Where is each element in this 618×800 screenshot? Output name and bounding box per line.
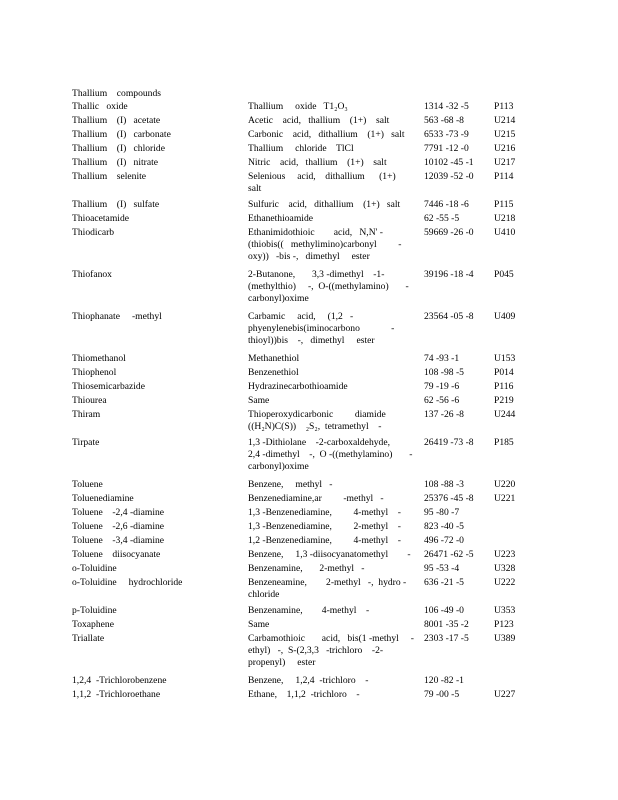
synonym-line: (thiobis(( methylimino)carbonyl - xyxy=(248,239,402,250)
chemical-synonym xyxy=(248,493,384,505)
cas-number: 120 -82 -1 xyxy=(424,675,464,686)
synonym-line: chloride xyxy=(248,589,280,600)
synonym-line: 1,3 -Benzenediamine, 2-methyl - xyxy=(248,521,401,532)
synonym-line: 1,3 -Benzenediamine, 4-methyl - xyxy=(248,507,401,518)
chemical-synonym xyxy=(248,353,299,365)
chemical-synonym xyxy=(248,409,386,433)
chemical-synonym xyxy=(248,395,269,407)
substance-name: Toluene -2,6 -diamine xyxy=(72,521,165,532)
substance-name: Thiodicarb xyxy=(72,227,115,238)
substance-name: Thioacetamide xyxy=(72,213,130,224)
substance-name: Thiram xyxy=(72,409,101,420)
waste-code: P185 xyxy=(494,437,514,448)
chemical-synonym xyxy=(248,227,401,263)
substance-name: Thiomethanol xyxy=(72,353,126,364)
synonym-line: Benzene, 1,2,4 -trichloro - xyxy=(248,675,369,686)
waste-code: U223 xyxy=(494,549,516,560)
waste-code: P114 xyxy=(494,171,514,182)
synonym-line: Hydrazinecarbothioamide xyxy=(248,381,348,392)
substance-name: o-Toluidine xyxy=(72,563,117,574)
waste-code: U215 xyxy=(494,129,516,140)
substance-name: Toluenediamine xyxy=(72,493,134,504)
chemical-synonym xyxy=(248,605,369,617)
cas-number: 74 -93 -1 xyxy=(424,353,460,364)
substance-name: Thiophenol xyxy=(72,367,117,378)
waste-code: U220 xyxy=(494,479,516,490)
cas-number: 8001 -35 -2 xyxy=(424,619,469,630)
synonym-line: carbonyl)oxime xyxy=(248,293,309,304)
chemical-synonym xyxy=(248,269,409,305)
substance-name: Toluene -3,4 -diamine xyxy=(72,535,165,546)
substance-name: Triallate xyxy=(72,633,105,644)
synonym-line: phyenylenebis(iminocarbono - xyxy=(248,323,395,334)
synonym-line: Benzenamine, 4-methyl - xyxy=(248,605,370,616)
waste-code: U353 xyxy=(494,605,516,616)
waste-code: U153 xyxy=(494,353,516,364)
waste-code: U227 xyxy=(494,689,516,700)
synonym-line: 2,4 -dimethyl -, O -((methylamino) - xyxy=(248,449,413,460)
cas-number: 636 -21 -5 xyxy=(424,577,464,588)
chemical-synonym xyxy=(248,535,401,547)
waste-code: U217 xyxy=(494,157,516,168)
cas-number: 108 -88 -3 xyxy=(424,479,464,490)
substance-name: Thallic oxide xyxy=(72,101,128,112)
waste-code: P113 xyxy=(494,101,514,112)
waste-code: P115 xyxy=(494,199,514,210)
chemical-synonym xyxy=(248,549,411,561)
cas-number: 59669 -26 -0 xyxy=(424,227,474,238)
cas-number: 79 -19 -6 xyxy=(424,381,460,392)
cas-number: 1314 -32 -5 xyxy=(424,101,469,112)
synonym-line: Carbamothioic acid, bis(1 -methyl - xyxy=(248,633,414,644)
cas-number: 95 -80 -7 xyxy=(424,507,460,518)
synonym-line: Carbamic acid, (1,2 - xyxy=(248,311,354,322)
synonym-line: salt xyxy=(248,183,262,194)
cas-number: 106 -49 -0 xyxy=(424,605,464,616)
synonym-line: Benzenethiol xyxy=(248,367,299,378)
synonym-line: 2-Butanone, 3,3 -dimethyl -1- xyxy=(248,269,385,280)
substance-name: Thallium (I) carbonate xyxy=(72,129,171,140)
chemical-synonym xyxy=(248,115,389,127)
chemical-synonym xyxy=(248,101,348,113)
waste-code: U244 xyxy=(494,409,516,420)
cas-number: 10102 -45 -1 xyxy=(424,157,474,168)
substance-name: Toluene diisocyanate xyxy=(72,549,161,560)
cas-number: 62 -55 -5 xyxy=(424,213,460,224)
chemical-synonym xyxy=(248,367,299,379)
substance-name: Tirpate xyxy=(72,437,100,448)
synonym-line: Thioperoxydicarbonic diamide xyxy=(248,409,386,420)
synonym-line: carbonyl)oxime xyxy=(248,461,309,472)
chemical-synonym xyxy=(248,689,360,701)
substance-name: Thallium (I) chloride xyxy=(72,143,165,154)
substance-name: Thallium (I) sulfate xyxy=(72,199,160,210)
chemical-synonym xyxy=(248,171,396,195)
synonym-line: Thallium oxide T1₂O₃ xyxy=(248,101,348,112)
cas-number: 6533 -73 -9 xyxy=(424,129,469,140)
synonym-line: ((H₂N)C(S)) ₂S₂, tetramethyl - xyxy=(248,421,382,432)
cas-number: 563 -68 -8 xyxy=(424,115,464,126)
chemical-synonym xyxy=(248,521,401,533)
cas-number: 25376 -45 -8 xyxy=(424,493,474,504)
section-title: Thallium compounds xyxy=(72,88,161,99)
waste-code: U214 xyxy=(494,115,516,126)
waste-code: P116 xyxy=(494,381,514,392)
waste-code: U389 xyxy=(494,633,516,644)
synonym-line: Benzenediamine,ar -methyl - xyxy=(248,493,384,504)
chemical-synonym xyxy=(248,577,406,601)
synonym-line: Selenious acid, dithallium (1+) xyxy=(248,171,396,182)
synonym-line: Ethanimidothioic acid, N,N' - xyxy=(248,227,383,238)
chemical-synonym xyxy=(248,129,404,141)
synonym-line: thioyl))bis -, dimethyl ester xyxy=(248,335,375,346)
substance-name: Thiofanox xyxy=(72,269,112,280)
waste-code: U222 xyxy=(494,577,516,588)
synonym-line: Carbonic acid, dithallium (1+) salt xyxy=(248,129,405,140)
cas-number: 2303 -17 -5 xyxy=(424,633,469,644)
synonym-line: (methylthio) -, O-((methylamino) - xyxy=(248,281,409,292)
chemical-synonym xyxy=(248,563,364,575)
waste-code: P123 xyxy=(494,619,514,630)
substance-name: Thallium selenite xyxy=(72,171,147,182)
waste-code: P014 xyxy=(494,367,514,378)
substance-name: p-Toluidine xyxy=(72,605,117,616)
chemical-synonym xyxy=(248,157,387,169)
substance-name: Thiosemicarbazide xyxy=(72,381,145,392)
substance-name: Thallium (I) acetate xyxy=(72,115,161,126)
chemical-synonym xyxy=(248,143,354,155)
chemical-synonym xyxy=(248,381,348,393)
waste-code: U328 xyxy=(494,563,516,574)
waste-code: P045 xyxy=(494,269,514,280)
cas-number: 137 -26 -8 xyxy=(424,409,464,420)
chemical-synonym xyxy=(248,437,412,473)
synonym-line: ethyl) -, S-(2,3,3 -trichloro -2- xyxy=(248,645,384,656)
cas-number: 7446 -18 -6 xyxy=(424,199,469,210)
cas-number: 26471 -62 -5 xyxy=(424,549,474,560)
cas-number: 12039 -52 -0 xyxy=(424,171,474,182)
synonym-line: Nitric acid, thallium (1+) salt xyxy=(248,157,387,168)
synonym-line: Thallium chloride TlCl xyxy=(248,143,354,154)
chemical-synonym xyxy=(248,311,394,347)
chemical-synonym xyxy=(248,675,368,687)
cas-number: 7791 -12 -0 xyxy=(424,143,469,154)
cas-number: 39196 -18 -4 xyxy=(424,269,474,280)
synonym-line: Acetic acid, thallium (1+) salt xyxy=(248,115,390,126)
substance-name: Thiophanate -methyl xyxy=(72,311,162,322)
synonym-line: Benzene, 1,3 -diisocyanatomethyl - xyxy=(248,549,411,560)
substance-name: 1,2,4 -Trichlorobenzene xyxy=(72,675,167,686)
chemical-synonym xyxy=(248,213,313,225)
cas-number: 23564 -05 -8 xyxy=(424,311,474,322)
cas-number: 823 -40 -5 xyxy=(424,521,464,532)
substance-name: Toluene -2,4 -diamine xyxy=(72,507,165,518)
cas-number: 108 -98 -5 xyxy=(424,367,464,378)
synonym-line: Benzene, methyl - xyxy=(248,479,333,490)
cas-number: 62 -56 -6 xyxy=(424,395,460,406)
cas-number: 496 -72 -0 xyxy=(424,535,464,546)
cas-number: 26419 -73 -8 xyxy=(424,437,474,448)
waste-code: U218 xyxy=(494,213,516,224)
substance-name: Thiourea xyxy=(72,395,107,406)
substance-name: 1,1,2 -Trichloroethane xyxy=(72,689,161,700)
synonym-line: Same xyxy=(248,619,270,630)
cas-number: 79 -00 -5 xyxy=(424,689,460,700)
waste-code: P219 xyxy=(494,395,514,406)
synonym-line: oxy)) -bis -, dimethyl ester xyxy=(248,251,370,262)
synonym-line: Same xyxy=(248,395,270,406)
waste-code: U216 xyxy=(494,143,516,154)
synonym-line: Benzenamine, 2-methyl - xyxy=(248,563,365,574)
synonym-line: 1,2 -Benzenediamine, 4-methyl - xyxy=(248,535,401,546)
synonym-line: Sulfuric acid, dithallium (1+) salt xyxy=(248,199,401,210)
substance-name: Toxaphene xyxy=(72,619,114,630)
synonym-line: Ethane, 1,1,2 -trichloro - xyxy=(248,689,360,700)
chemical-synonym xyxy=(248,619,269,631)
chemical-synonym xyxy=(248,633,414,669)
chemical-synonym xyxy=(248,479,332,491)
synonym-line: propenyl) ester xyxy=(248,657,316,668)
synonym-line: Methanethiol xyxy=(248,353,300,364)
substance-name: o-Toluidine hydrochloride xyxy=(72,577,183,588)
synonym-line: Ethanethioamide xyxy=(248,213,314,224)
waste-code: U221 xyxy=(494,493,516,504)
synonym-line: 1,3 -Dithiolane -2-carboxaldehyde, xyxy=(248,437,390,448)
synonym-line: Benzeneamine, 2-methyl -, hydro - xyxy=(248,577,407,588)
chemical-synonym xyxy=(248,199,400,211)
waste-code: U410 xyxy=(494,227,516,238)
chemical-synonym xyxy=(248,507,401,519)
substance-name: Toluene xyxy=(72,479,103,490)
substance-name: Thallium (I) nitrate xyxy=(72,157,159,168)
cas-number: 95 -53 -4 xyxy=(424,563,460,574)
waste-code: U409 xyxy=(494,311,516,322)
